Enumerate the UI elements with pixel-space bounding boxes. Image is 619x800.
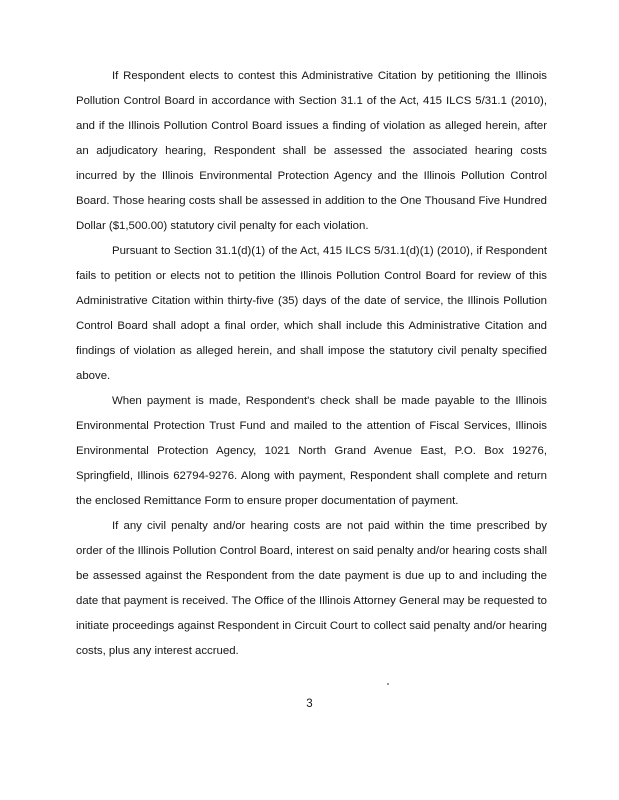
paragraph-contest-citation: If Respondent elects to contest this Administrative Citation by petitioning the Illinois Pollution Control Board in accordance with Section 31.1 of the Act, 415 ILCS 5/31.1 (2010), and if the Illinois Pollution Control Board issues a finding of violation as alleged herein, after an adjudicatory hearing, Respondent shall be assessed the associated hearing costs incurred by the Illinois Environmental Protection Agency and the Illinois Pollution Control Board. Those hearing costs shall be assessed in addition to the One Thousand Five Hundred Dollar ($1,500.00) statutory civil penalty for each violation. <box>76 70 547 232</box>
document-body <box>76 64 547 664</box>
paragraph-interest-and-collection: If any civil penalty and/or hearing costs are not paid within the time prescribed by order of the Illinois Pollution Control Board, interest on said penalty and/or hearing costs shall be assessed against the Respondent from the date payment is due up to and including the date that payment is received. The Office of the Illinois Attorney General may be requested to initiate proceedings against Respondent in Circuit Court to collect said penalty and/or hearing costs, plus any interest accrued. <box>76 520 547 657</box>
scan-artifact-dot <box>387 683 389 685</box>
page-number: 3 <box>306 698 313 710</box>
paragraph-failure-to-petition: Pursuant to Section 31.1(d)(1) of the Act, 415 ILCS 5/31.1(d)(1) (2010), if Respondent fails to petition or elects not to petition the Illinois Pollution Control Board for review of this Administrative Citation within thirty-five (35) days of the date of service, the Illinois Pollution Control Board shall adopt a final order, which shall include this Administrative Citation and findings of violation as alleged herein, and shall impose the statutory civil penalty specified above. <box>76 245 547 382</box>
paragraph-payment-instructions: When payment is made, Respondent's check shall be made payable to the Illinois Environmental Protection Trust Fund and mailed to the attention of Fiscal Services, Illinois Environmental Protection Agency, 1021 North Grand Avenue East, P.O. Box 19276, Springfield, Illinois 62794-9276. Along with payment, Respondent shall complete and return the enclosed Remittance Form to ensure proper documentation of payment. <box>76 395 547 507</box>
